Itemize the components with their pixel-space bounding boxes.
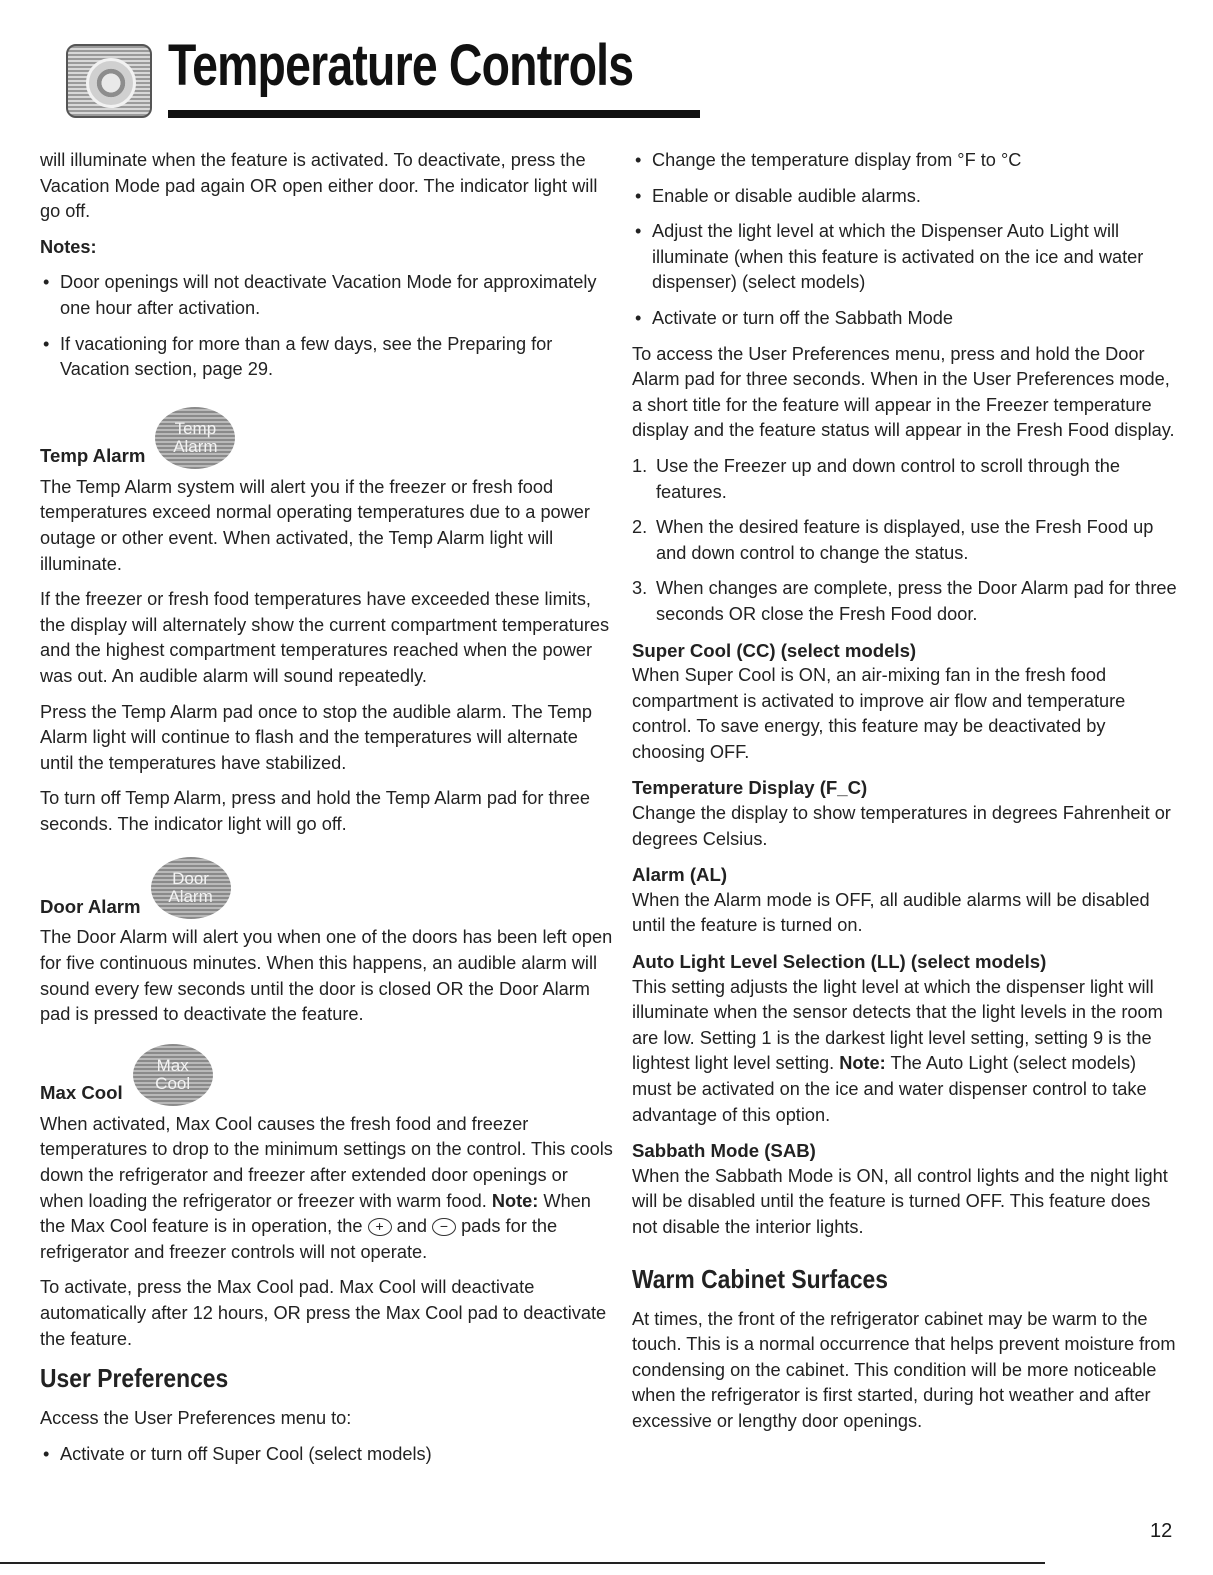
badge-line: Alarm: [168, 887, 213, 907]
minus-pad-icon: −: [432, 1218, 456, 1236]
plus-pad-icon: +: [368, 1218, 392, 1236]
max-cool-paragraph: [40, 1112, 615, 1266]
temp-alarm-paragraph: The Temp Alarm system will alert you if the freezer or fresh food temperatures exceed normal operating temperatures due to a power outage or other event. When activated, the Temp Alarm light will illuminate.: [40, 476, 590, 574]
list-item: • Activate or turn off Super Cool (select models): [40, 1442, 615, 1468]
max-cool-button-icon: [133, 1044, 213, 1106]
list-item: • Enable or disable audible alarms.: [632, 184, 1180, 210]
text-run: pads for the refrigerator and freezer controls will not operate.: [40, 1216, 558, 1262]
notes-heading: Notes:: [40, 236, 97, 257]
sabbath-mode-heading: Sabbath Mode (SAB): [632, 1140, 816, 1162]
badge-line: Max: [156, 1055, 189, 1075]
badge-line: Alarm: [173, 436, 218, 456]
text-run: The Auto Light (select models) must be activated on the ice and water dispenser control to take advantage of this option.: [632, 1053, 1147, 1125]
temp-alarm-title: Temp Alarm: [40, 445, 146, 467]
user-preferences-intro: Access the User Preferences menu to:: [40, 1408, 352, 1429]
max-cool-paragraph: To activate, press the Max Cool pad. Max Cool will deactivate automatically after 12 hours, OR press the Max Cool pad to deactivate the feature.: [40, 1277, 607, 1349]
user-preferences-list-continued: [632, 148, 1180, 332]
auto-light-paragraph: [632, 975, 1180, 1129]
step-number: 1.: [632, 455, 648, 476]
warm-cabinet-paragraph: At times, the front of the refrigerator cabinet may be warm to the touch. This is a normal occurrence that helps prevent moisture from condensing on the cabinet. This condition will be more noticeable when the refrigerator is first started, during hot weather and after excessive or lengthy door openings.: [632, 1308, 1176, 1431]
list-item: [632, 576, 1180, 627]
list-item: [632, 515, 1180, 566]
notes-list: [40, 270, 615, 382]
alarm-heading: Alarm (AL): [632, 864, 728, 886]
alarm-paragraph: When the Alarm mode is OFF, all audible alarms will be disabled until the feature is turned on.: [632, 889, 1150, 936]
badge-line: Temp: [174, 418, 217, 438]
right-column: [632, 148, 1180, 1445]
door-alarm-paragraph: The Door Alarm will alert you when one of the doors has been left open for five continuous minutes. When this happens, an audible alarm will sound every few seconds until the door is closed OR the Door Alarm pad is pressed to deactivate the feature.: [40, 927, 613, 1025]
title-underline: [168, 110, 700, 118]
warm-cabinet-heading: Warm Cabinet Surfaces: [632, 1263, 888, 1294]
bottom-divider: [0, 1562, 1045, 1564]
access-paragraph: To access the User Preferences menu, press and hold the Door Alarm pad for three seconds. When in the User Preferences mode, a short title for the feature will appear in the Freezer temperature display and the feature status will appear in the Fresh Food display.: [632, 343, 1175, 441]
badge-line: Cool: [155, 1073, 191, 1093]
max-cool-title: Max Cool: [40, 1082, 123, 1104]
note-label: Note:: [491, 1190, 539, 1211]
temp-alarm-paragraph: If the freezer or fresh food temperatures have exceeded these limits, the display will alternately show the current compartment temperatures and the highest compartment temperatures reached when the power was out. An audible alarm will sound repeatedly.: [40, 589, 610, 686]
step-text: When changes are complete, press the Door Alarm pad for three seconds OR close the Fresh Food door.: [656, 578, 1177, 624]
temp-alarm-heading: [40, 407, 615, 469]
list-item: • If vacationing for more than a few days, see the Preparing for Vacation section, page 29.: [40, 332, 615, 383]
temp-alarm-button-icon: [155, 407, 235, 469]
step-text: Use the Freezer up and down control to scroll through the features.: [656, 455, 1121, 502]
auto-light-heading: Auto Light Level Selection (LL) (select models): [632, 951, 1047, 973]
door-alarm-title: Door Alarm: [40, 895, 141, 917]
user-preferences-list: [40, 1442, 615, 1468]
page-number: 12: [1150, 1520, 1173, 1542]
sabbath-mode-paragraph: When the Sabbath Mode is ON, all control lights and the night light will be disabled until the feature is turned OFF. This feature does not disable the interior lights.: [632, 1165, 1168, 1237]
intro-paragraph: will illuminate when the feature is activated. To deactivate, press the Vacation Mode pad again OR open either door. The indicator light will go off.: [40, 150, 598, 222]
step-number: 3.: [632, 578, 648, 599]
super-cool-heading: Super Cool (CC) (select models): [632, 639, 917, 661]
temp-alarm-paragraph: Press the Temp Alarm pad once to stop the audible alarm. The Temp Alarm light will continue to flash and the temperatures will alternate until the temperatures have stabilized.: [40, 701, 592, 773]
door-alarm-button-icon: [151, 857, 231, 919]
page-header: [60, 33, 660, 122]
step-text: When the desired feature is displayed, use the Fresh Food up and down control to change the status.: [656, 517, 1154, 563]
steps-list: [632, 454, 1180, 628]
list-item: [632, 454, 1180, 505]
temperature-display-paragraph: Change the display to show temperatures in degrees Fahrenheit or degrees Celsius.: [632, 803, 1171, 849]
user-preferences-heading: User Preferences: [40, 1363, 229, 1394]
left-column: [40, 148, 615, 1477]
temperature-display-heading: Temperature Display (F_C): [632, 777, 868, 799]
text-run: This setting adjusts the light level at which the dispenser light will illuminate when the sensor detects that the light levels in the room are low. Setting 1 is the darkest light level setting, setting 9 is the lightest light level setting.: [632, 976, 1163, 1074]
temp-alarm-paragraph: To turn off Temp Alarm, press and hold the Temp Alarm pad for three seconds. The indicator light will go off.: [40, 788, 590, 834]
list-item: • Door openings will not deactivate Vacation Mode for approximately one hour after activation.: [40, 270, 615, 321]
super-cool-paragraph: When Super Cool is ON, an air-mixing fan in the fresh food compartment is activated to improve air flow and temperature control. To save energy, this feature may be deactivated by choosing OFF.: [632, 665, 1126, 762]
temperature-dial-icon: [66, 44, 152, 118]
text-run: When the Max Cool feature is in operation, the: [40, 1190, 591, 1237]
list-item: • Change the temperature display from °F to °C: [632, 148, 1180, 174]
list-item: • Adjust the light level at which the Dispenser Auto Light will illuminate (when this feature is activated on the ice and water dispenser) (select models): [632, 219, 1180, 296]
door-alarm-heading: [40, 857, 615, 919]
step-number: 2.: [632, 517, 648, 538]
text-run: and: [391, 1216, 433, 1237]
text-run: When activated, Max Cool causes the fresh food and freezer temperatures to drop to the minimum settings on the control. This cools down the refrigerator and freezer after extended door openings or when loading the refrigerator or freezer with warm food.: [40, 1113, 613, 1211]
note-label: Note:: [839, 1053, 886, 1074]
max-cool-heading: [40, 1044, 615, 1106]
list-item: • Activate or turn off the Sabbath Mode: [632, 306, 1180, 332]
badge-line: Door: [172, 869, 209, 889]
page-title: Temperature Controls: [168, 33, 634, 98]
